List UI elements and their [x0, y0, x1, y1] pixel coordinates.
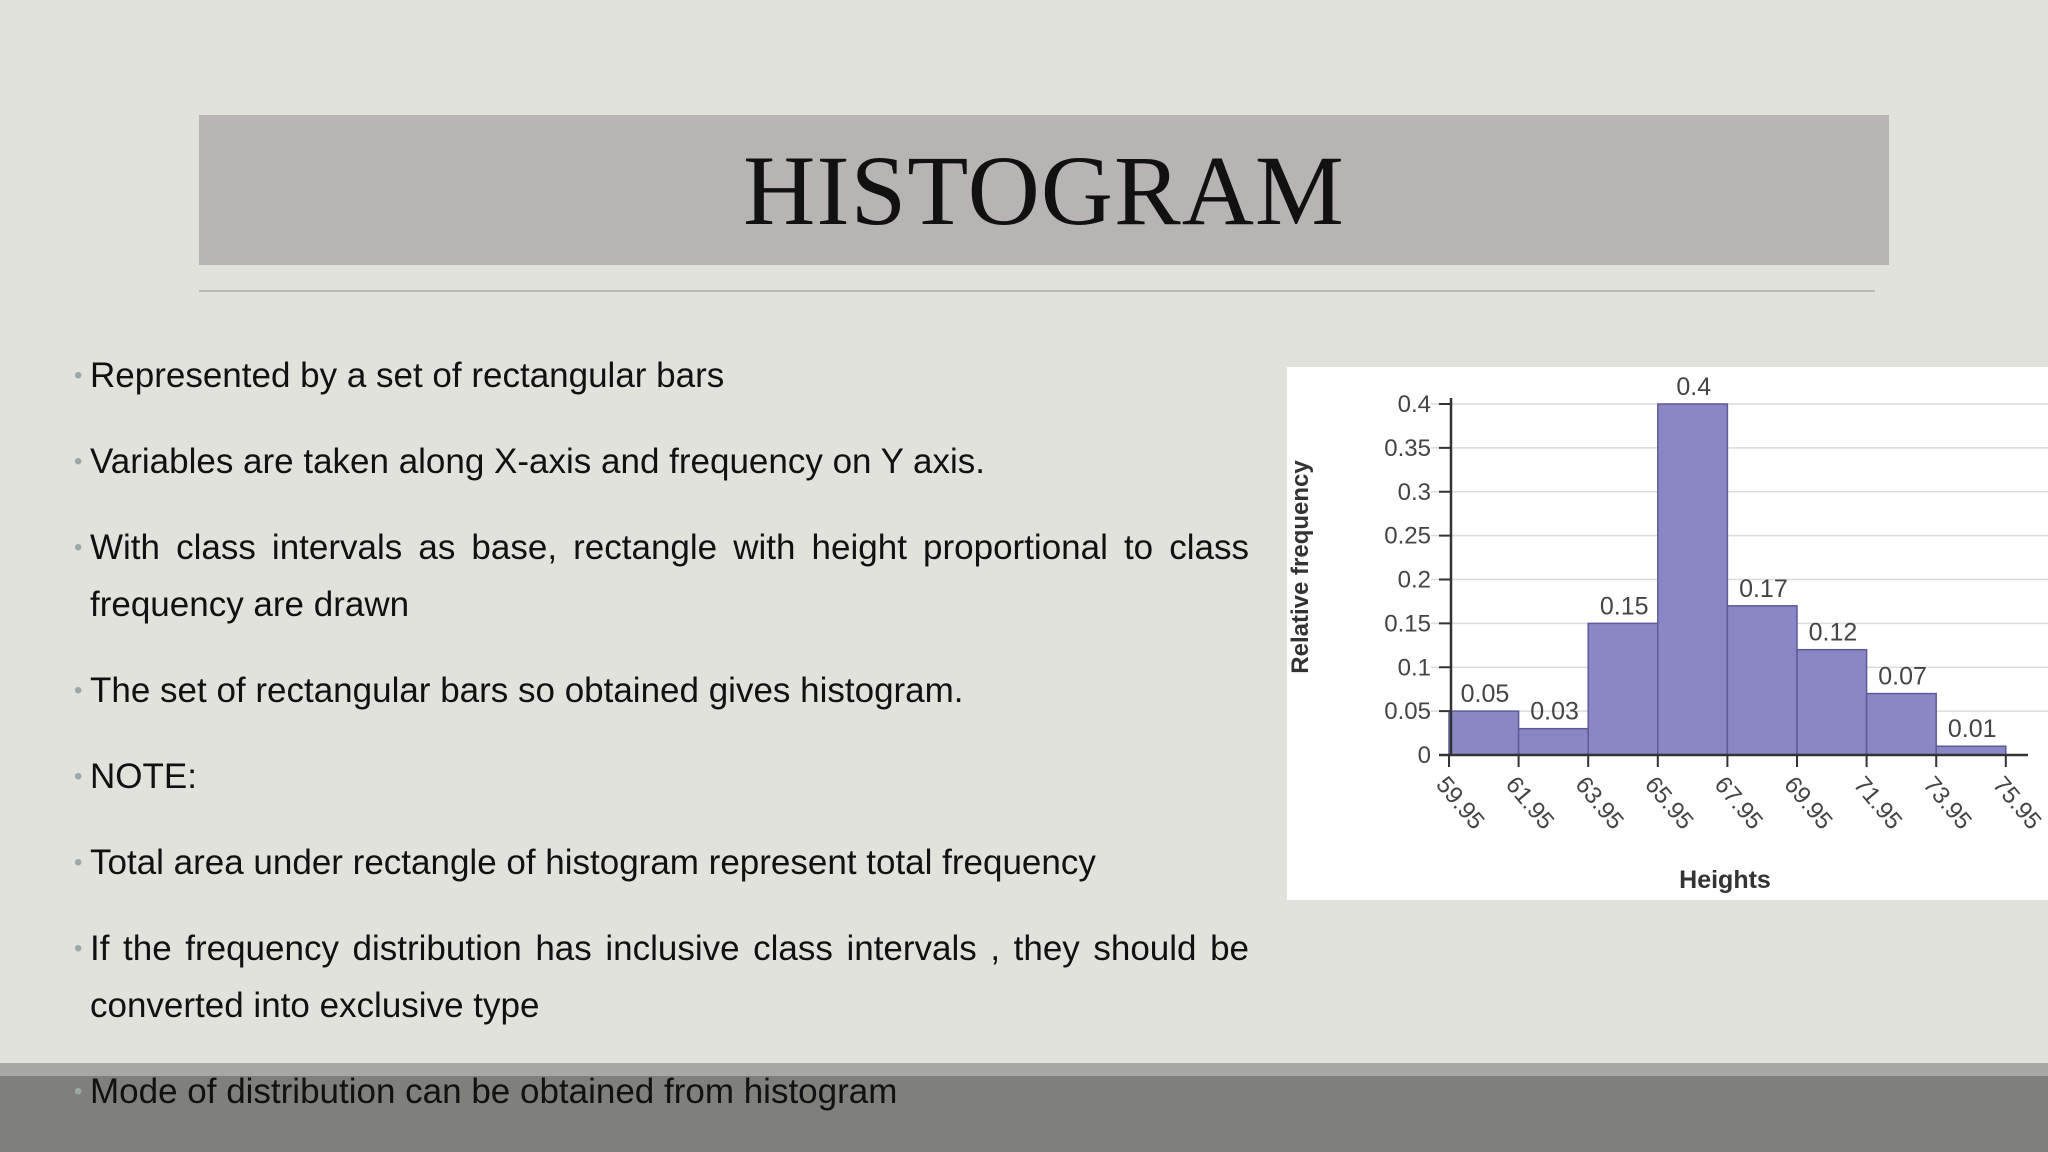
title-bar: [199, 115, 1889, 265]
bullet-dot-icon: •: [74, 849, 83, 876]
bullet-dot-icon: •: [74, 362, 83, 389]
histogram-svg: [1287, 367, 2048, 900]
y-tick-label: 0.3: [1397, 478, 1431, 506]
bullet-dot-icon: •: [74, 763, 83, 790]
y-tick-label: 0.35: [1384, 434, 1431, 462]
histogram-bar: [1519, 729, 1589, 755]
x-axis-label: Heights: [1679, 866, 1771, 894]
bullet-item: [74, 433, 1249, 490]
x-tick-label: 61.95: [1500, 771, 1560, 835]
bullet-dot-icon: •: [74, 534, 83, 561]
x-tick-label: 73.95: [1917, 771, 1977, 835]
y-tick-label: 0: [1417, 742, 1431, 769]
bar-value-label: 0.4: [1676, 373, 1712, 401]
y-tick-label: 0.4: [1397, 391, 1431, 418]
bullet-text: With class intervals as base, rectangle with height proportional to class frequency are drawn: [90, 528, 1249, 624]
bar-value-label: 0.01: [1947, 715, 1997, 744]
bullet-text: Mode of distribution can be obtained from histogram: [90, 1072, 898, 1111]
bullet-list: [74, 347, 1249, 1149]
x-tick-label: 71.95: [1848, 771, 1908, 835]
bar-value-label: 0.03: [1530, 697, 1579, 726]
bullet-item: [74, 1063, 1249, 1120]
bullet-text: The set of rectangular bars so obtained gives histogram.: [90, 671, 964, 710]
histogram-bar: [1727, 606, 1797, 755]
y-axis-label: Relative frequency: [1287, 460, 1314, 674]
x-tick-label: 69.95: [1778, 771, 1838, 835]
bullet-text: If the frequency distribution has inclusive class intervals , they should be converted into exclusive type: [90, 929, 1249, 1025]
y-tick-label: 0.1: [1397, 654, 1431, 682]
x-tick-label: 75.95: [1987, 771, 2047, 835]
x-tick-label: 59.95: [1430, 771, 1490, 835]
x-tick-label: 65.95: [1639, 771, 1699, 835]
title-divider: [199, 290, 1875, 292]
histogram-bar: [1797, 650, 1867, 755]
bullet-item: [74, 662, 1249, 719]
histogram-bar: [1658, 404, 1728, 755]
slide-title: HISTOGRAM: [743, 134, 1345, 246]
bar-value-label: 0.07: [1878, 662, 1927, 691]
bullet-item: [74, 347, 1249, 404]
bullet-item: [74, 748, 1249, 805]
bullet-text: Represented by a set of rectangular bars: [90, 356, 725, 395]
histogram-bar: [1449, 711, 1519, 755]
bullet-dot-icon: •: [74, 448, 83, 475]
y-tick-label: 0.2: [1397, 566, 1431, 594]
histogram-bar: [1936, 746, 2006, 755]
bullet-text: NOTE:: [90, 757, 197, 796]
bar-value-label: 0.05: [1460, 680, 1510, 709]
bullet-text: Total area under rectangle of histogram represent total frequency: [90, 843, 1096, 882]
histogram-bar: [1588, 623, 1658, 755]
bullet-item: [74, 834, 1249, 891]
bullet-item: [74, 519, 1249, 633]
bullet-text: Variables are taken along X-axis and frequency on Y axis.: [90, 442, 985, 481]
y-tick-label: 0.25: [1384, 522, 1431, 550]
bullet-item: [74, 920, 1249, 1034]
bar-value-label: 0.15: [1599, 592, 1649, 621]
bullet-dot-icon: •: [74, 677, 83, 704]
bar-value-label: 0.17: [1739, 574, 1788, 603]
bullet-dot-icon: •: [74, 1078, 83, 1105]
histogram-chart: [1287, 367, 2048, 900]
bullet-dot-icon: •: [74, 935, 83, 962]
y-tick-label: 0.15: [1384, 610, 1431, 638]
histogram-bar: [1867, 694, 1937, 755]
x-tick-label: 63.95: [1569, 771, 1629, 835]
x-tick-label: 67.95: [1708, 771, 1769, 835]
y-tick-label: 0.05: [1384, 698, 1431, 726]
bar-value-label: 0.12: [1808, 618, 1858, 647]
